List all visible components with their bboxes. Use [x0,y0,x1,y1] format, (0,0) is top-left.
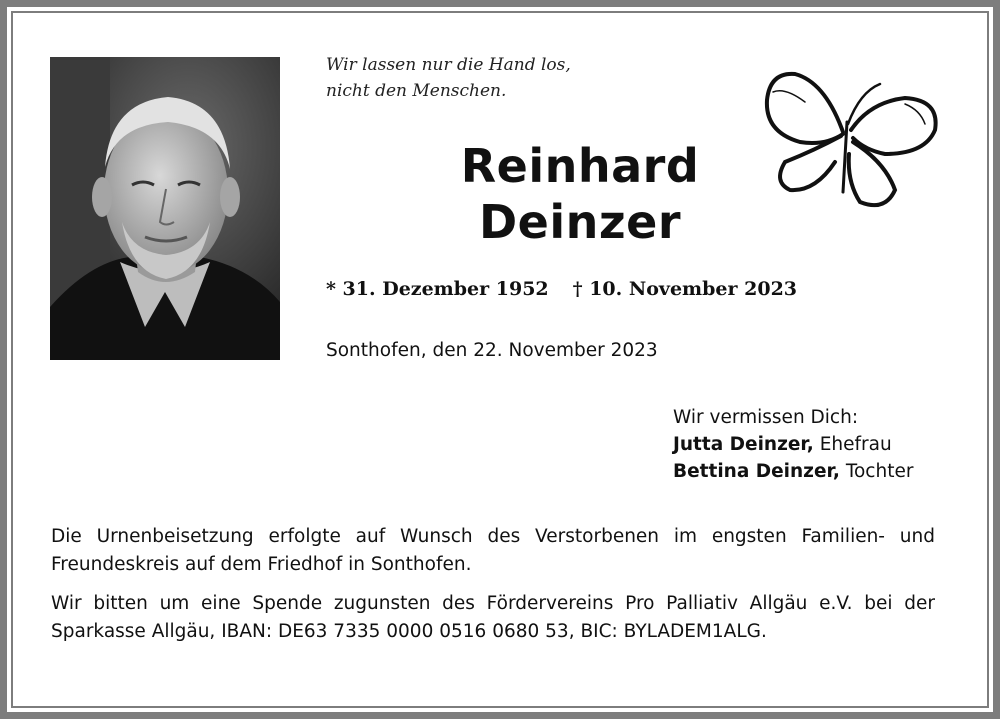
mourner-relation: Ehefrau [819,434,892,455]
mourners [673,404,913,485]
life-dates [326,278,797,300]
last-name: Deinzer [478,195,682,249]
death-date: † 10. November 2023 [572,278,798,300]
mourner-row [673,431,913,458]
first-name: Reinhard [460,139,700,193]
place-and-date: Sonthofen, den 22. November 2023 [326,340,658,361]
butterfly-icon [755,62,945,226]
portrait-photo [50,57,280,360]
quote [326,52,571,104]
burial-paragraph: Die Urnenbeisetzung erfolgte auf Wunsch des Verstorbenen im engsten Familien- und Freundeskreis auf dem Friedhof in Sonthofen. [51,526,935,575]
birth-date: * 31. Dezember 1952 [326,278,549,300]
quote-line-1: Wir lassen nur die Hand los, [326,55,571,75]
mourner-name: Bettina Deinzer, [673,461,840,482]
deceased-name [400,138,760,250]
mourner-relation: Tochter [845,461,914,482]
quote-line-2: nicht den Menschen. [326,81,507,101]
mourners-intro: Wir vermissen Dich: [673,407,859,428]
mourner-row [673,458,913,485]
donation-paragraph: Wir bitten um eine Spende zugunsten des Fördervereins Pro Palliativ Allgäu e.V. bei der Sparkasse Allgäu, IBAN: DE63 7335 0000 0516 0680 53, BIC: BYLADEM1ALG. [51,593,935,642]
mourner-name: Jutta Deinzer, [673,434,814,455]
